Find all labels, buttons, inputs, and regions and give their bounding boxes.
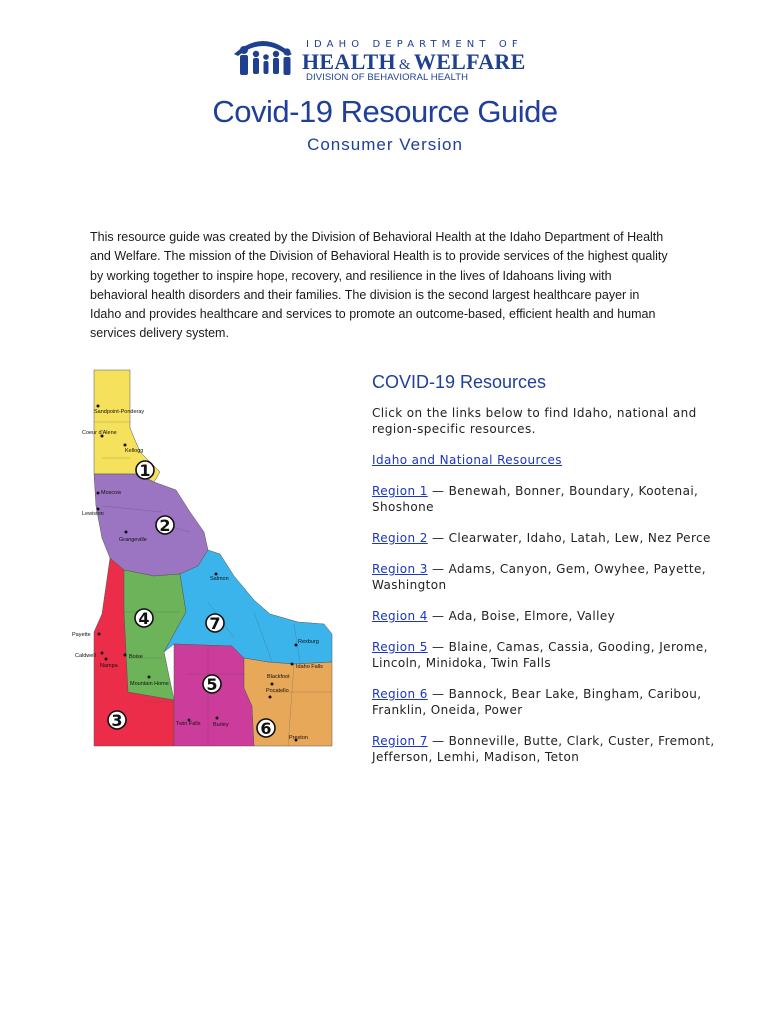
region-3-link[interactable]: Region 3 (372, 562, 428, 576)
region-2-link[interactable]: Region 2 (372, 531, 428, 545)
idaho-regions-map (58, 362, 348, 754)
region-5-badge (203, 675, 221, 694)
city-label-idaho-falls: Idaho Falls (296, 664, 323, 670)
city-label-payette: Payette (72, 632, 91, 638)
region-1-counties: — Benewah, Bonner, Boundary, Kootenai, Shoshone (372, 484, 699, 514)
region-1-item (372, 483, 732, 515)
region-1-badge (136, 461, 154, 480)
resources-intro: Click on the links below to find Idaho, national and region-specific resources. (372, 406, 697, 436)
idaho-map-svg (58, 362, 348, 754)
city-label-blackfoot: Blackfoot (267, 674, 290, 680)
city-label-twin-falls: Twin Falls (176, 721, 201, 727)
city-label-burley: Burley (213, 722, 229, 728)
region-1-link[interactable]: Region 1 (372, 484, 428, 498)
city-label-moscow: Moscow (101, 490, 122, 496)
city-label-preston: Preston (289, 735, 308, 741)
intro-paragraph (90, 228, 690, 344)
page-title: Covid-19 Resource Guide (212, 94, 558, 129)
region-7-counties: — Bonneville, Butte, Clark, Custer, Fremont, Jefferson, Lemhi, Madison, Teton (372, 734, 715, 764)
region-7-link[interactable]: Region 7 (372, 734, 428, 748)
region-2-number: 2 (159, 516, 171, 535)
intro-line: behavioral health disorders and their families. The division is the second largest healthcare payer in (90, 287, 640, 302)
city-label-caldwell: Caldwell (75, 653, 96, 659)
region-3-number: 3 (111, 711, 123, 730)
region-3-counties: — Adams, Canyon, Gem, Owyhee, Payette, Washington (372, 562, 707, 592)
region-7-badge (206, 614, 224, 633)
region-2-item (372, 530, 732, 546)
city-label-pocatello: Pocatello (266, 688, 289, 694)
family-figures-icon (230, 32, 296, 78)
region-2-counties: — Clearwater, Idaho, Latah, Lew, Nez Perce (427, 531, 711, 545)
region-5-link[interactable]: Region 5 (372, 640, 428, 654)
region-7-item (372, 733, 732, 765)
intro-line: by working together to inspire hope, recovery, and resilience in the lives of Idahoans living with (90, 268, 612, 283)
region-4-link[interactable]: Region 4 (372, 609, 428, 623)
page-subtitle: Consumer Version (307, 135, 463, 154)
region-5-item (372, 639, 732, 671)
region-4-number: 4 (138, 609, 150, 628)
region-5-number: 5 (206, 675, 218, 694)
city-label-nampa: Nampa (100, 663, 118, 669)
agency-logo (230, 32, 526, 84)
covid-resources-section (372, 372, 732, 780)
logo-text-amp: & (398, 57, 411, 73)
region-5-counties: — Blaine, Camas, Cassia, Gooding, Jerome, Lincoln, Minidoka, Twin Falls (372, 640, 708, 670)
city-label-coeur-dalene: Coeur d'Alene (82, 430, 117, 436)
region-6-number: 6 (260, 719, 272, 738)
region-1-number: 1 (139, 461, 151, 480)
region-4-item (372, 608, 732, 624)
city-label-boise: Boise (129, 654, 143, 660)
region-3-item (372, 561, 732, 593)
resources-heading: COVID-19 Resources (372, 372, 547, 392)
national-resources-item (372, 452, 732, 468)
logo-text-welfare: WELFARE (413, 49, 526, 74)
city-label-kellogg: Kellogg (125, 448, 144, 454)
intro-line: and Welfare. The mission of the Division of Behavioral Health is to provide services of the highest quality (90, 249, 668, 264)
region-6-link[interactable]: Region 6 (372, 687, 428, 701)
intro-line: Idaho and provides healthcare and services to promote an outcome-based, efficient health and human (90, 307, 656, 322)
region-4-badge (135, 609, 153, 628)
region-6-area (244, 658, 332, 746)
intro-line: services delivery system. (90, 326, 229, 341)
region-4-counties: — Ada, Boise, Elmore, Valley (427, 609, 616, 623)
national-resources-link[interactable]: Idaho and National Resources (372, 453, 562, 467)
intro-line: This resource guide was created by the Division of Behavioral Health at the Idaho Department of Health (90, 230, 664, 244)
city-label-grangeville: Grangeville (119, 537, 147, 543)
logo-text-department: IDAHO DEPARTMENT OF (306, 39, 523, 50)
region-7-number: 7 (209, 614, 221, 633)
logo-text-division: DIVISION OF BEHAVIORAL HEALTH (306, 72, 469, 83)
region-6-badge (257, 719, 275, 738)
city-label-sandpoint: Sandpoint-Ponderay (94, 409, 145, 415)
city-label-rexburg: Rexburg (298, 639, 319, 645)
region-6-counties: — Bannock, Bear Lake, Bingham, Caribou, Franklin, Oneida, Power (372, 687, 702, 717)
region-3-badge (108, 711, 126, 730)
region-2-badge (156, 516, 174, 535)
city-label-mountain-home: Mountain Home (130, 681, 169, 687)
region-5-area (174, 644, 254, 746)
logo-text-health: HEALTH (302, 49, 396, 74)
city-label-lewiston: Lewiston (82, 511, 104, 517)
region-6-item (372, 686, 732, 718)
city-label-salmon: Salmon (210, 576, 229, 582)
